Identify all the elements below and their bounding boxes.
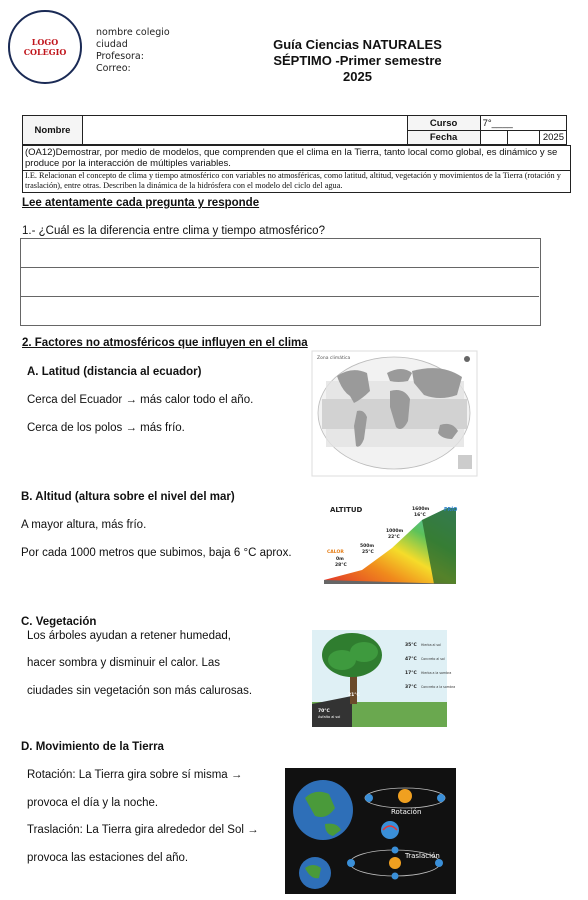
fecha-day-field[interactable]	[480, 131, 508, 145]
frio-label: FRÍO	[444, 507, 458, 513]
instructions: Lee atentamente cada pregunta y responde	[22, 197, 260, 209]
temp-value: 17°C	[405, 671, 417, 676]
temp-label: 25°C	[362, 550, 374, 555]
temp-value: 47°C	[405, 657, 417, 662]
altitud-line-2: Por cada 1000 metros que subimos, baja 6 °C aprox.	[21, 547, 292, 559]
vegetacion-heading: C. Vegetación	[21, 616, 97, 628]
title-line-1: Guía Ciencias NATURALES	[273, 37, 442, 52]
temp-label: 16°C	[414, 513, 426, 518]
alt-label: 500m	[360, 544, 375, 549]
title-line-3: 2025	[343, 69, 372, 84]
altitud-heading: B. Altitud (altura sobre el nivel del mar)	[21, 491, 235, 503]
nombre-label: Nombre	[23, 116, 83, 145]
altitud-line-1: A mayor altura, más frío.	[21, 519, 147, 531]
altitud-img-title: ALTITUD	[330, 506, 363, 514]
logo-text-line1: LOGO	[31, 37, 59, 47]
nombre-field[interactable]	[83, 116, 408, 145]
alt-label: 0m	[336, 557, 344, 562]
teacher-label: Profesora:	[96, 51, 144, 62]
asphalt-temp: 70°C	[318, 709, 330, 714]
asphalt-note: Asfalto al sol	[318, 715, 341, 719]
answer-box[interactable]	[20, 238, 541, 326]
fecha-year: 2025	[540, 131, 567, 145]
movimiento-line-1: Rotación: La Tierra gira sobre sí misma →	[27, 769, 243, 781]
latitud-heading: A. Latitud (distancia al ecuador)	[27, 366, 202, 378]
temp-note: Concreto al sol	[421, 657, 445, 661]
temp-label: 28°C	[335, 563, 347, 568]
answer-line	[20, 296, 539, 297]
movimiento-line-2: provoca el día y la noche.	[27, 797, 159, 809]
fecha-month-field[interactable]	[508, 131, 540, 145]
latitud-line-1: Cerca del Ecuador → más calor todo el año.	[27, 394, 254, 406]
movimiento-line-3: Traslación: La Tierra gira alrededor del Sol →	[27, 824, 259, 836]
school-city: ciudad	[96, 39, 128, 50]
school-logo	[8, 10, 82, 84]
rotacion-label: Rotación	[391, 808, 422, 816]
movimiento-line-4: provoca las estaciones del año.	[27, 852, 189, 864]
temp-note: Hierba a la sombra	[421, 671, 452, 675]
traslacion-label: Traslación	[405, 852, 440, 860]
temp-value: 37°C	[405, 685, 417, 690]
fecha-label: Fecha	[407, 131, 480, 145]
alt-label: 1600m	[412, 507, 430, 512]
movimiento-heading: D. Movimiento de la Tierra	[21, 741, 164, 753]
page-title	[230, 37, 485, 85]
tree-temp: 21°C	[348, 693, 360, 698]
vegetacion-line-3: ciudades sin vegetación son más calurosas.	[27, 685, 253, 697]
climate-zones-map	[312, 351, 477, 476]
calor-label: CALOR	[327, 550, 344, 555]
logo-text-line2: COLEGIO	[23, 47, 67, 57]
latitud-line-2: Cerca de los polos → más frío.	[27, 422, 185, 434]
student-info-table	[22, 115, 567, 145]
email-label: Correo:	[96, 63, 131, 74]
title-line-2: SÉPTIMO -Primer semestre	[273, 53, 442, 68]
vegetacion-line-2: hacer sombra y disminuir el calor. Las	[27, 657, 221, 669]
temp-note: Hierba al sol	[421, 643, 441, 647]
school-info	[96, 27, 170, 75]
sun-icon	[389, 857, 401, 869]
objective-ie: I.E. Relacionan el concepto de clima y tiempo atmosférico con variables no atmosféricas, como latitud, altitud, vegetación y movimientos de la Tierra (rotación y traslación), entre otras. Describen la dinámica de la hidrósfera con el modelo del ciclo del agua.	[22, 170, 571, 193]
question-1: 1.- ¿Cuál es la diferencia entre clima y tiempo atmosférico?	[22, 225, 325, 237]
temp-label: 22°C	[388, 535, 400, 540]
section-2-title: 2. Factores no atmosféricos que influyen en el clima	[22, 337, 308, 349]
school-name: nombre colegio	[96, 27, 170, 38]
altitude-diagram	[322, 500, 460, 585]
alt-label: 1000m	[386, 529, 404, 534]
curso-field[interactable]: 7°____	[480, 116, 566, 131]
temp-note: Concreto a la sombra	[421, 685, 456, 689]
map-label: Zona climática	[317, 356, 351, 361]
vegetation-diagram	[312, 630, 456, 727]
map-legend-icon	[458, 455, 472, 469]
sun-icon	[398, 789, 412, 803]
map-compass-icon	[464, 356, 470, 362]
answer-line	[20, 267, 539, 268]
vegetacion-line-1: Los árboles ayudan a retener humedad,	[27, 630, 231, 642]
temp-value: 35°C	[405, 643, 417, 648]
curso-label: Curso	[407, 116, 480, 131]
earth-movement-diagram	[285, 768, 456, 894]
objective-oa12: (OA12)Demostrar, por medio de modelos, que comprenden que el clima en la Tierra, tanto local como global, es dinámico y se produce por la interacción de múltiples variables.	[22, 145, 571, 171]
